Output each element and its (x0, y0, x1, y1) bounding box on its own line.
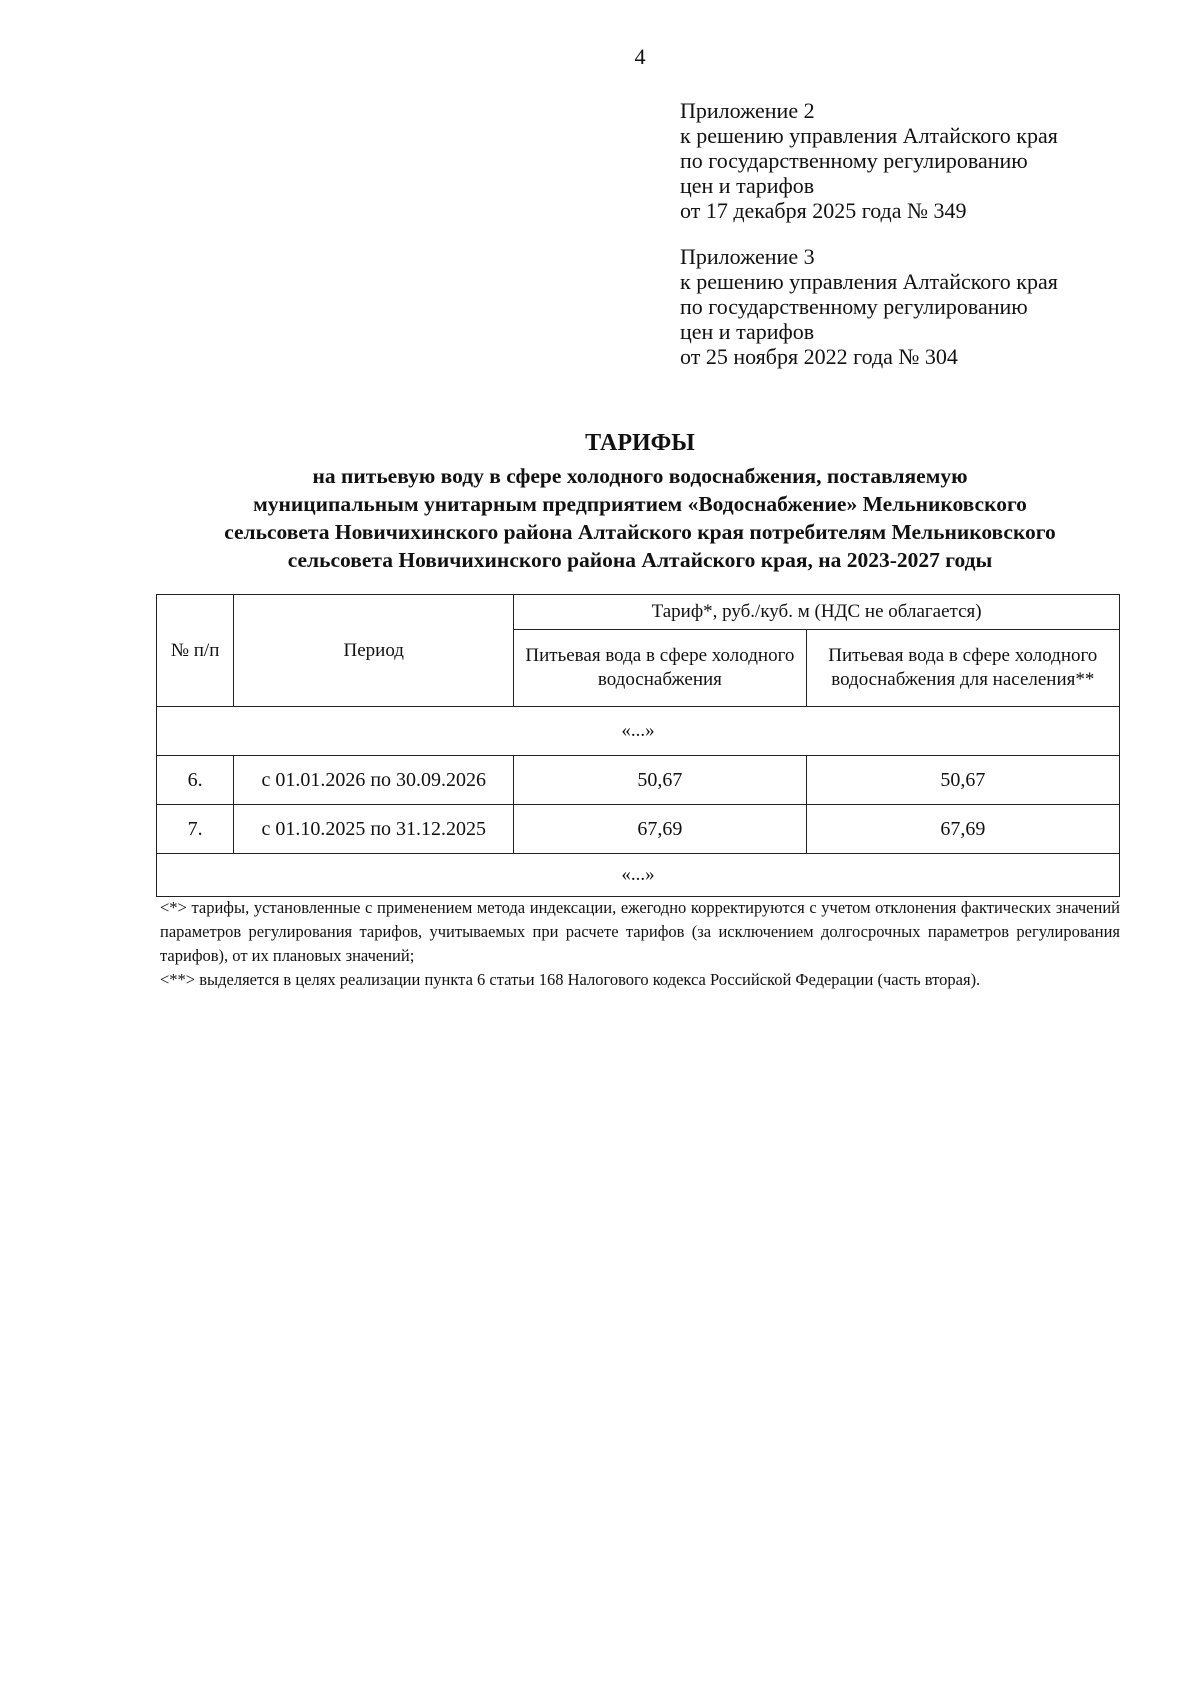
row-value-a: 67,69 (514, 805, 806, 854)
table-ellipsis-row (157, 854, 1120, 897)
document-title-block (150, 428, 1130, 574)
row-period: с 01.10.2025 по 31.12.2025 (234, 805, 514, 854)
table-header-row (157, 595, 1120, 630)
title-subline: сельсовета Новичихинского района Алтайского края, на 2023-2027 годы (287, 548, 993, 572)
title-subline: на питьевую воду в сфере холодного водоснабжения, поставляемую (312, 464, 968, 488)
ellipsis-top: «...» (157, 707, 1120, 756)
appendix-2-line: по государственному регулированию (680, 148, 1028, 173)
appendix-2-line: Приложение 2 (680, 98, 815, 123)
title-subline: сельсовета Новичихинского района Алтайского края потребителям Мельниковского (224, 520, 1056, 544)
appendix-3-line: по государственному регулированию (680, 294, 1028, 319)
header-period: Период (234, 595, 514, 707)
footnote-1: <*> тарифы, установленные с применением метода индексации, ежегодно корректируются с учетом отклонения фактических значений параметров регулирования тарифов, учитываемых при расчете тарифов (за исключением долгосрочных параметров регулирования тарифов), от их плановых значений; (160, 898, 1120, 965)
document-title: ТАРИФЫ (585, 430, 695, 456)
appendix-3-line: Приложение 3 (680, 244, 815, 269)
footnotes (160, 896, 1120, 992)
row-period: с 01.01.2026 по 30.09.2026 (234, 756, 514, 805)
appendix-3-block (680, 244, 1150, 369)
appendix-3-line: цен и тарифов (680, 319, 815, 344)
header-num: № п/п (157, 595, 234, 707)
ellipsis-bottom: «...» (157, 854, 1120, 897)
title-subline: муниципальным унитарным предприятием «Водоснабжение» Мельниковского (253, 492, 1027, 516)
header-tariff: Тариф*, руб./куб. м (НДС не облагается) (514, 595, 1120, 630)
table-row (157, 805, 1120, 854)
row-num: 7. (157, 805, 234, 854)
table-row (157, 756, 1120, 805)
row-value-a: 50,67 (514, 756, 806, 805)
appendix-3-line: от 25 ноября 2022 года № 304 (680, 344, 958, 369)
page-number: 4 (634, 44, 646, 69)
header-col-b: Питьевая вода в сфере холодного водоснабжения для населения** (806, 630, 1119, 707)
tariffs-table (156, 594, 1120, 897)
appendix-2-line: от 17 декабря 2025 года № 349 (680, 198, 967, 223)
row-value-b: 67,69 (806, 805, 1119, 854)
appendix-2-line: цен и тарифов (680, 173, 815, 198)
footnote-2: <**> выделяется в целях реализации пункта 6 статьи 168 Налогового кодекса Российской Федерации (часть вторая). (160, 970, 981, 989)
appendix-2-block (680, 98, 1150, 223)
table-ellipsis-row (157, 707, 1120, 756)
appendix-3-line: к решению управления Алтайского края (680, 269, 1058, 294)
appendix-2-line: к решению управления Алтайского края (680, 123, 1058, 148)
row-value-b: 50,67 (806, 756, 1119, 805)
row-num: 6. (157, 756, 234, 805)
header-col-a: Питьевая вода в сфере холодного водоснабжения (514, 630, 806, 707)
